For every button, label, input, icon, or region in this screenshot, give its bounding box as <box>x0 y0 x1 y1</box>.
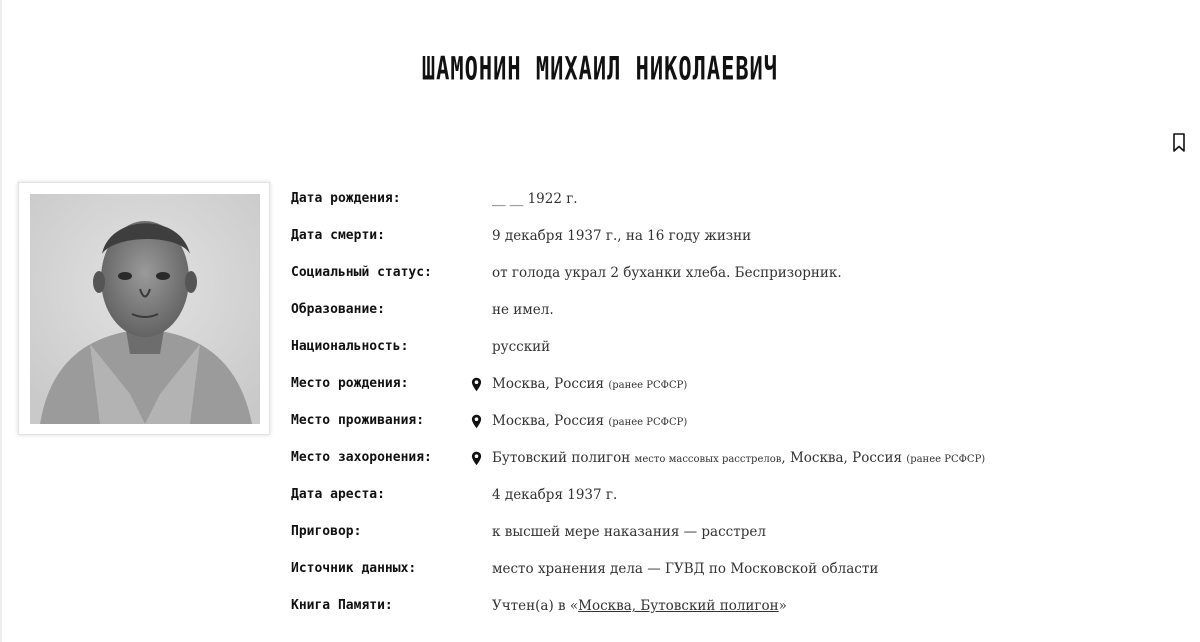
row-sentence <box>291 515 1171 552</box>
field-label: Место захоронения: <box>291 450 432 465</box>
person-photo <box>30 194 260 424</box>
death-date-value: 9 декабря 1937 г., на 16 году жизни <box>492 228 752 244</box>
memory-book-value <box>492 598 787 614</box>
bookmark-icon[interactable] <box>1172 133 1186 153</box>
person-name-title: ШАМОНИН МИХАИЛ НИКОЛАЕВИЧ <box>421 52 779 89</box>
memory-book-link[interactable]: Москва, Бутовский полигон <box>578 598 779 614</box>
row-source <box>291 552 1171 589</box>
field-label: Приговор: <box>291 524 362 539</box>
field-label: Место проживания: <box>291 413 425 428</box>
field-label: Дата рождения: <box>291 191 401 206</box>
burial-text: Бутовский полигон <box>492 450 631 466</box>
map-pin-icon <box>471 377 482 392</box>
arrest-date-value: 4 декабря 1937 г. <box>492 487 618 503</box>
memory-book-prefix: Учтен(а) в « <box>492 598 579 614</box>
residence-note: (ранее РСФСР) <box>608 417 688 428</box>
burial-text-2: , Москва, Россия <box>781 450 902 466</box>
residence-text: Москва, Россия <box>492 413 605 429</box>
burial-value <box>492 450 985 466</box>
field-label: Образование: <box>291 302 385 317</box>
birth-place-text: Москва, Россия <box>492 376 605 392</box>
person-details <box>291 182 1171 626</box>
field-label: Дата смерти: <box>291 228 385 243</box>
map-pin-icon <box>471 451 482 466</box>
social-status-value: от голода украл 2 буханки хлеба. Беспризорник. <box>492 265 842 281</box>
row-memory-book <box>291 589 1171 626</box>
birth-place-note: (ранее РСФСР) <box>608 380 688 391</box>
row-social-status <box>291 256 1171 293</box>
photo-card <box>18 182 270 435</box>
burial-note: (ранее РСФСР) <box>906 454 986 465</box>
field-label: Источник данных: <box>291 561 417 576</box>
row-education <box>291 293 1171 330</box>
field-label: Место рождения: <box>291 376 409 391</box>
row-residence <box>291 404 1171 441</box>
row-death-date <box>291 219 1171 256</box>
source-value: место хранения дела — ГУВД по Московской области <box>492 561 879 577</box>
row-burial <box>291 441 1171 478</box>
field-label: Дата ареста: <box>291 487 385 502</box>
row-nationality <box>291 330 1171 367</box>
row-birth-date <box>291 182 1171 219</box>
birth-date-value: __ __ 1922 г. <box>492 191 578 207</box>
burial-desc: место массовых расстрелов <box>634 454 782 465</box>
education-value: не имел. <box>492 302 554 318</box>
field-label: Социальный статус: <box>291 265 432 280</box>
nationality-value: русский <box>492 339 551 355</box>
sentence-value: к высшей мере наказания — расстрел <box>492 524 766 540</box>
row-arrest-date <box>291 478 1171 515</box>
field-label: Национальность: <box>291 339 409 354</box>
memory-book-suffix: » <box>778 598 787 614</box>
residence-value <box>492 413 687 429</box>
birth-place-value <box>492 376 687 392</box>
row-birth-place <box>291 367 1171 404</box>
map-pin-icon <box>471 414 482 429</box>
field-label: Книга Памяти: <box>291 598 393 613</box>
